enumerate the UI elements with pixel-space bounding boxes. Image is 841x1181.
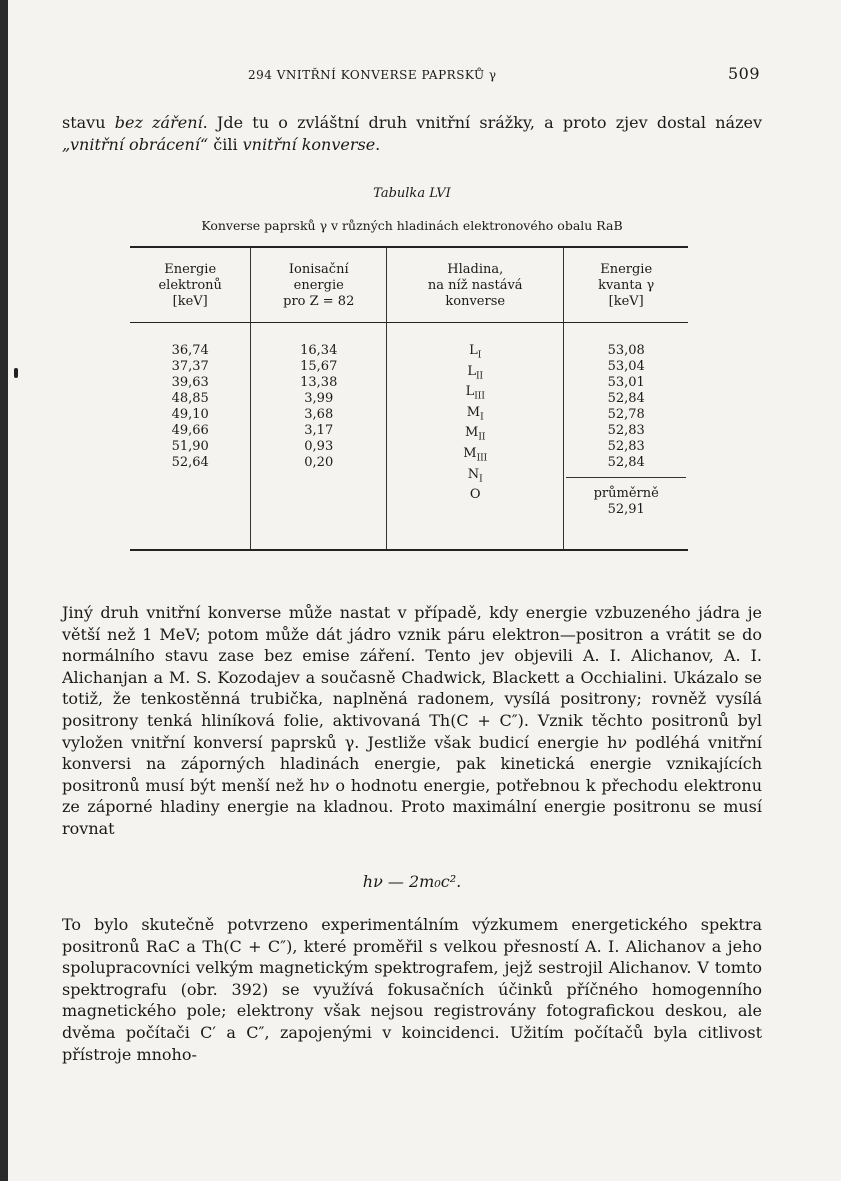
header-electron-energy: Energie elektronů [keV] xyxy=(130,247,251,323)
column-electron-energy: 36,74 37,37 39,63 48,85 49,10 49,66 51,90 52,64 xyxy=(171,343,209,470)
average-value: 52,91 xyxy=(607,502,645,517)
table-subtitle: Konverse paprsků γ v různých hladinách elektronového obalu RaB xyxy=(201,218,623,233)
running-header xyxy=(60,64,760,88)
header-quantum-energy: Energie kvanta γ [keV] xyxy=(564,247,688,323)
paragraph-spectrograph: To bylo skutečně potvrzeno experimentálním výzkumem energetického spektra positronů RaC a Th(C + C″), které proměřil s velkou přesností A. I. Alichanov a jeho spolupracovníci velkým magnetickým spektrografem, jejž sestrojil Alichanov. V tomto spektrografu (obr. 392) se využívá fokusačních účinků příčného homogenního magnetického pole; elektrony však nejsou registrovány fotografickou deskou, ale dvěma počítači C′ a C″, zapojenými v koincidenci. Užitím počítačů byla citlivost přístroje mnoho- xyxy=(62,915,762,1064)
table-caption: Tabulka LVI xyxy=(373,186,451,201)
page-binding-shadow xyxy=(0,0,8,1181)
formula-max-positron-energy: hν — 2m₀c². xyxy=(362,872,462,891)
header-level: Hladina, na níž nastává konverse xyxy=(387,247,564,323)
page-number: 509 xyxy=(727,64,760,83)
average-label: průměrně xyxy=(593,486,659,501)
ink-spot xyxy=(14,368,18,378)
paragraph-intro: stavu bez záření. Jde tu o zvláštní druh vnitřní srážky, a proto zjev dostal název „vnitřní obrácení“ čili vnitřní konverse. xyxy=(62,113,763,154)
paragraph-positron-conversion: Jiný druh vnitřní konverse může nastat v případě, kdy energie vzbuzeného jádra je větší než 1 MeV; potom může dát jádro vznik páru elektron—positron a vrátit se do normálního stavu zase bez emise záření. Tento jev objevili A. I. Alichanov, A. I. Alichanjan a M. S. Kozodajev a současně Chadwick, Blackett a Occhialini. Ukázalo se totiž, že tenkostěnná trubička, naplněná radonem, vysílá positrony; rovněž vysílá positrony tenká hliníková folie, aktivovaná Th(C + C″). Vznik těchto positronů byl vyložen vnitřní konversí paprsků γ. Jestliže však budicí energie hν podléhá vnitřní konversi na záporných hladinách energie, pak kinetická energie vznikajících positronů musí být menší než hν o hodnotu energie, potřebnou k přechodu elektronu ze záporné hladiny energie na kladnou. Proto maximální energie positronu se musí rovnat xyxy=(62,603,762,838)
column-level: $L_I$ $L_{II}$ $L_{III}$ $M_I$ $M_{II}$ $M_{III}$ $N_I$ O xyxy=(387,323,564,551)
column-quantum-energy: 53,08 53,04 53,01 52,84 52,78 52,83 52,83 52,84 průměrně 52,91 xyxy=(564,323,688,551)
conversion-table xyxy=(130,246,688,551)
header-ionization-energy: Ionisační energie pro Z = 82 xyxy=(251,247,387,323)
column-ionization-energy: 16,34 15,67 13,38 3,99 3,68 3,17 0,93 0,20 xyxy=(251,323,387,551)
average-rule xyxy=(566,477,686,478)
running-title: 294 VNITŘNÍ KONVERSE PAPRSKŮ γ xyxy=(248,68,497,82)
